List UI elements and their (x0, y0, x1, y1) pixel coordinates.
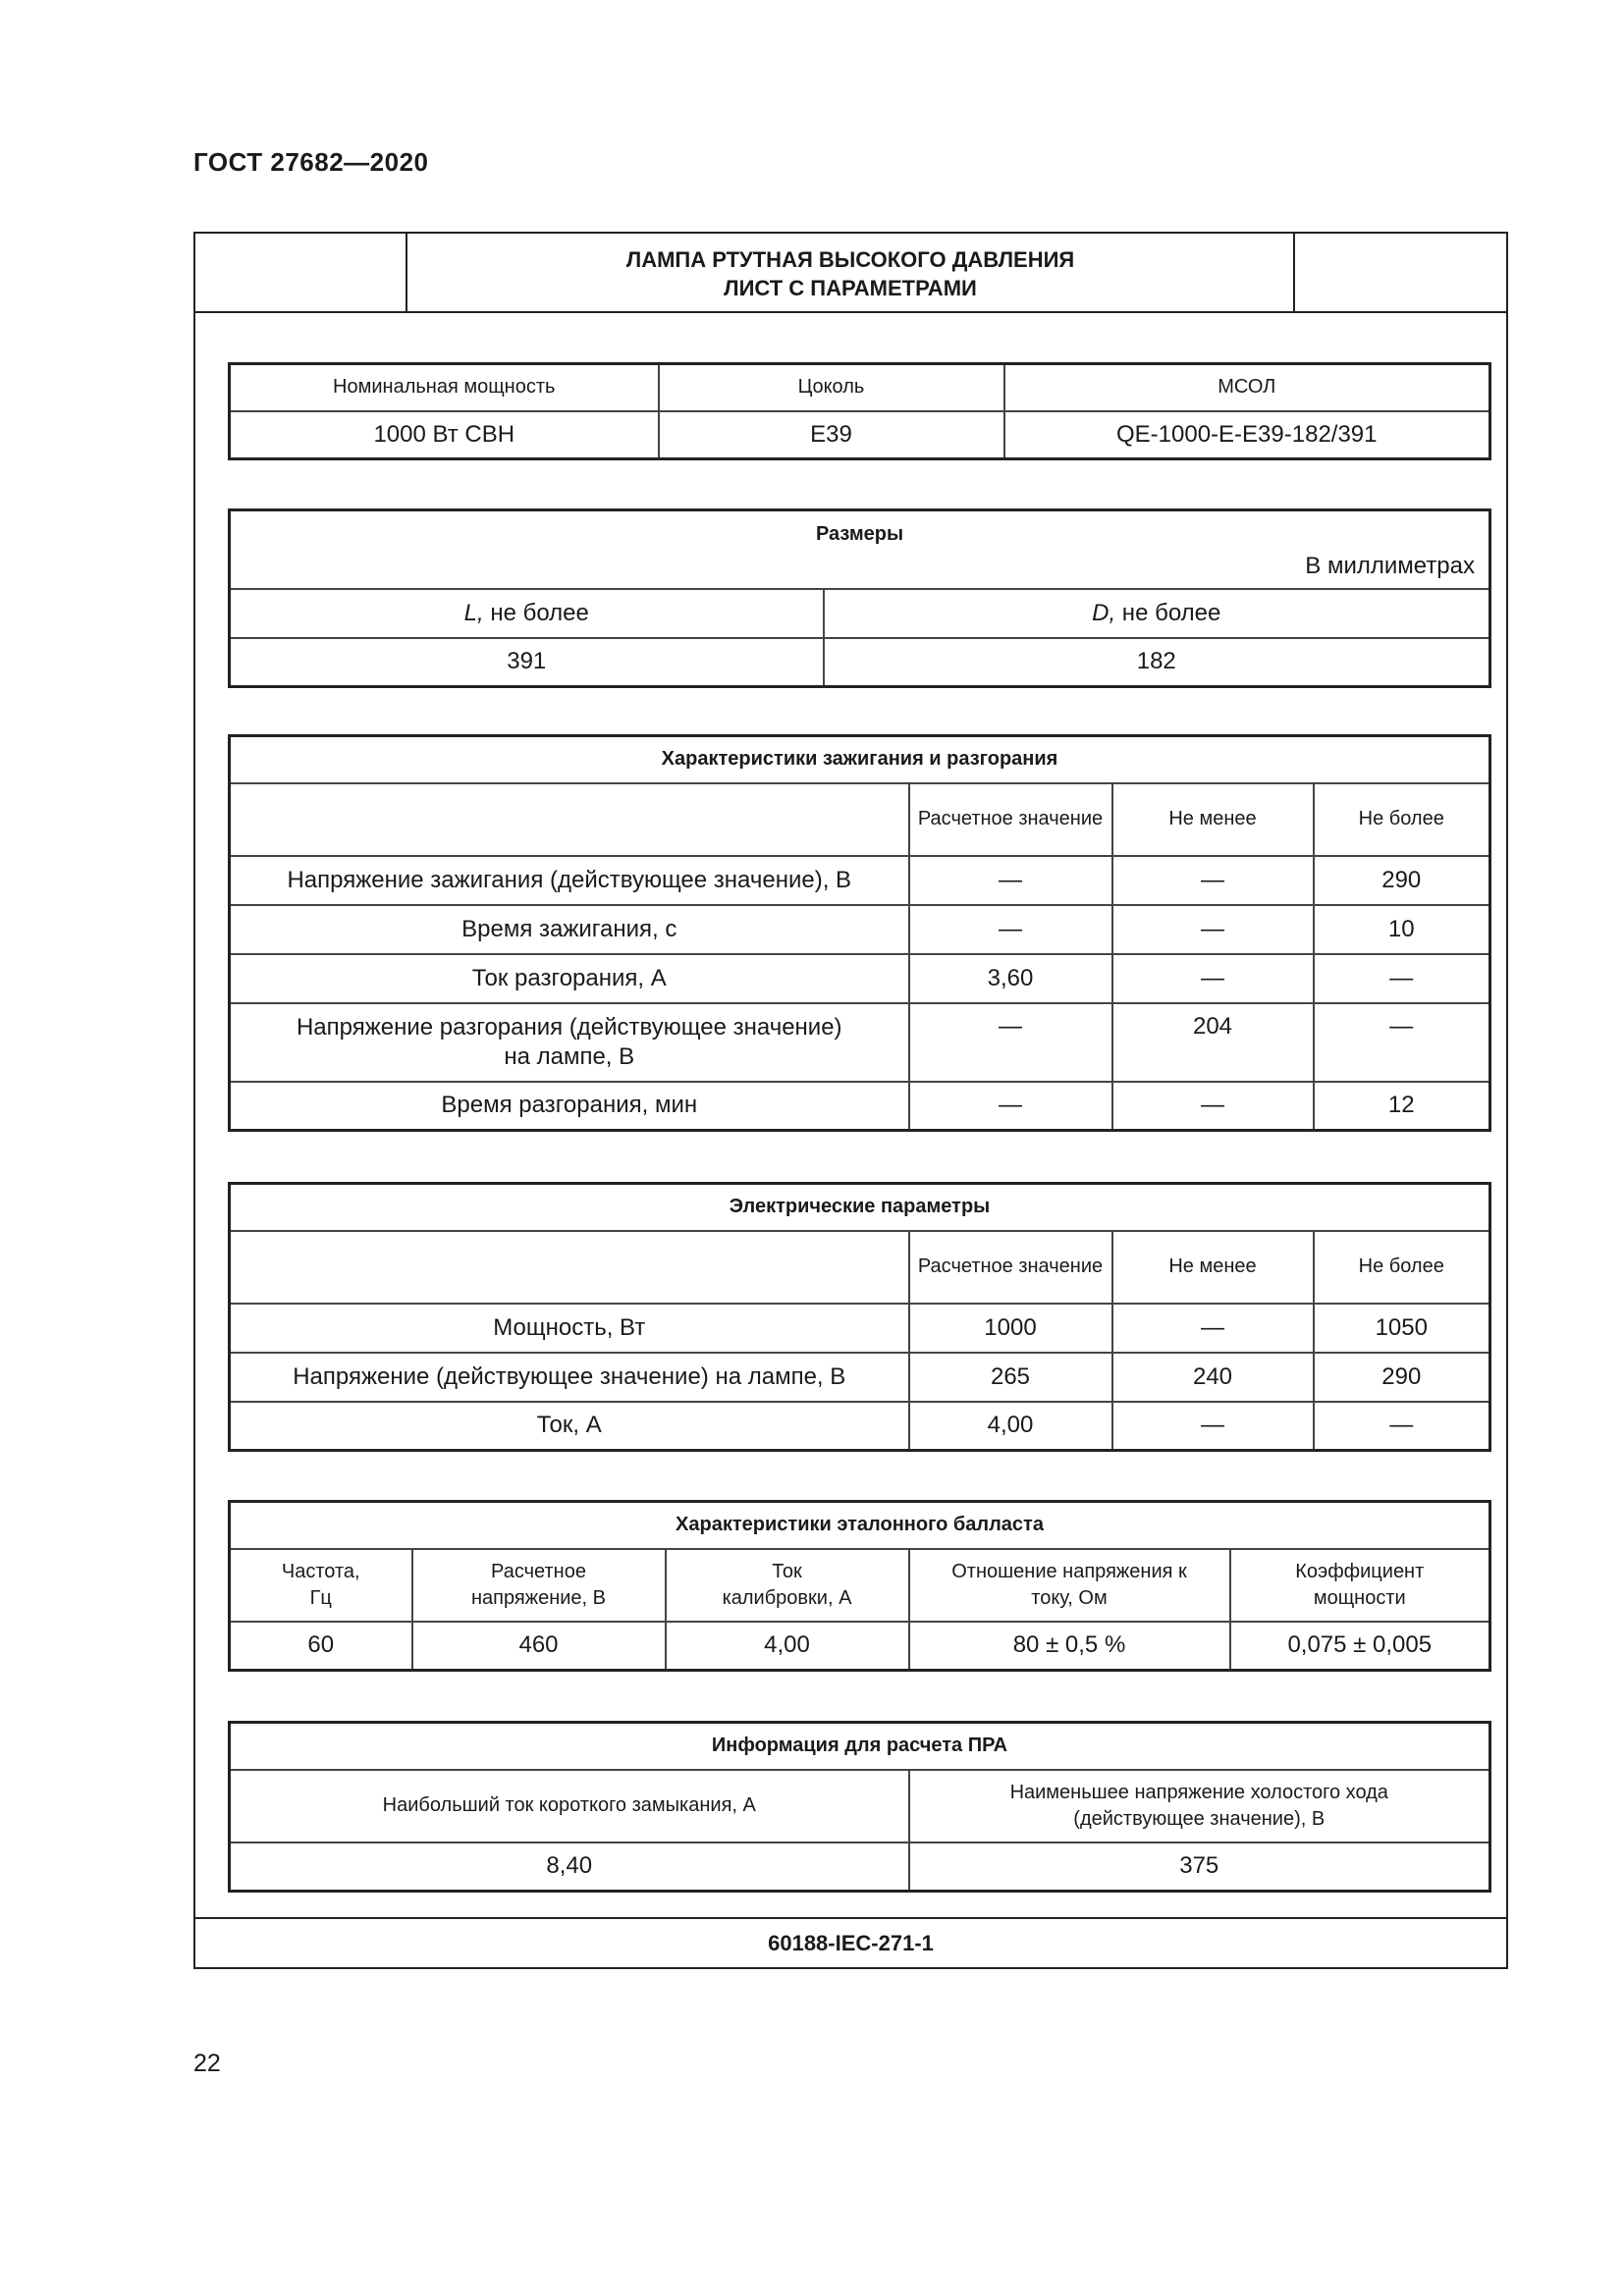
document-code: ГОСТ 27682—2020 (193, 147, 429, 177)
sheet-title-line1: ЛАМПА РТУТНАЯ ВЫСОКОГО ДАВЛЕНИЯ (625, 247, 1075, 272)
ballast-info-table (228, 1721, 1491, 1893)
ballast-table (228, 1500, 1491, 1672)
ballast-title: Характеристики эталонного балласта (230, 1502, 1490, 1549)
ballast-header-frequency (230, 1549, 412, 1622)
ignition-row-calc: 3,60 (909, 954, 1112, 1003)
electrical-row-label: Ток, А (230, 1402, 909, 1451)
ballast-header-ratio-line2: току, Ом (1031, 1586, 1108, 1609)
ballast-header-voltage (412, 1549, 666, 1622)
ignition-row-min: — (1112, 1082, 1314, 1131)
ignition-row-label: Время разгорания, мин (230, 1082, 909, 1131)
ballast-header-power-factor-line1: Коэффициент (1295, 1560, 1425, 1582)
ignition-row-max: — (1314, 954, 1490, 1003)
ballast-header-power-factor-line2: мощности (1313, 1586, 1406, 1609)
electrical-row-max: — (1314, 1402, 1490, 1451)
ignition-title: Характеристики зажигания и разгорания (230, 736, 1490, 783)
ignition-row-min: — (1112, 856, 1314, 905)
header-right-cell (1293, 234, 1506, 311)
ballast-info-header-short-circuit: Наибольший ток короткого замыкания, А (230, 1770, 909, 1842)
ignition-row-label-line1: Напряжение разгорания (действующее значение) (296, 1013, 842, 1041)
ignition-blank-header (230, 783, 909, 856)
ballast-info-header-open-circuit (909, 1770, 1490, 1842)
value-power: 1000 Вт СВН (230, 411, 659, 459)
electrical-title: Электрические параметры (230, 1184, 1490, 1231)
electrical-row-calc: 4,00 (909, 1402, 1112, 1451)
sheet-header (195, 234, 1506, 313)
ballast-info-header-open-circuit-line2: (действующее значение), В (1073, 1807, 1326, 1830)
diameter-text: не более (1115, 599, 1221, 626)
header-ilcos: МСОЛ (1004, 364, 1490, 411)
ignition-row-max: 12 (1314, 1082, 1490, 1131)
electrical-row-max: 290 (1314, 1353, 1490, 1402)
diameter-symbol: D, (1092, 599, 1116, 626)
header-left-cell (195, 234, 407, 311)
ignition-row-min: 204 (1112, 1003, 1314, 1082)
ignition-row-calc: — (909, 856, 1112, 905)
value-ilcos: QE-1000-E-E39-182/391 (1004, 411, 1490, 459)
ignition-row-calc: — (909, 1003, 1112, 1082)
electrical-row-min: — (1112, 1402, 1314, 1451)
ballast-header-power-factor (1230, 1549, 1490, 1622)
ignition-row-max: 10 (1314, 905, 1490, 954)
ballast-value-frequency: 60 (230, 1622, 412, 1671)
value-length: 391 (230, 638, 824, 687)
ignition-row-label: Напряжение зажигания (действующее значение), В (230, 856, 909, 905)
ballast-header-current-line2: калибровки, А (722, 1586, 852, 1609)
electrical-row-min: — (1112, 1304, 1314, 1353)
ignition-header-max: Не более (1314, 783, 1490, 856)
electrical-blank-header (230, 1231, 909, 1304)
ballast-header-voltage-line1: Расчетное (491, 1560, 586, 1582)
header-length (230, 589, 824, 638)
ballast-info-value-short-circuit: 8,40 (230, 1842, 909, 1892)
ignition-row-min: — (1112, 954, 1314, 1003)
electrical-header-min: Не менее (1112, 1231, 1314, 1304)
ballast-value-current: 4,00 (666, 1622, 909, 1671)
page-number: 22 (193, 2050, 221, 2077)
dimensions-title: Размеры (815, 523, 904, 545)
ballast-info-value-open-circuit: 375 (909, 1842, 1490, 1892)
ignition-row-max: 290 (1314, 856, 1490, 905)
electrical-row-calc: 1000 (909, 1304, 1112, 1353)
electrical-row-calc: 265 (909, 1353, 1112, 1402)
ballast-header-current (666, 1549, 909, 1622)
electrical-table (228, 1182, 1491, 1452)
ballast-header-frequency-line2: Гц (309, 1586, 332, 1609)
ignition-table (228, 734, 1491, 1132)
ballast-value-power-factor: 0,075 ± 0,005 (1230, 1622, 1490, 1671)
ignition-row-label: Время зажигания, с (230, 905, 909, 954)
ignition-header-calc: Расчетное значение (909, 783, 1112, 856)
unit-note: В миллиметрах (1305, 552, 1475, 579)
ballast-info-header-open-circuit-line1: Наименьшее напряжение холостого хода (1009, 1781, 1388, 1803)
electrical-row-label: Напряжение (действующее значение) на лампе, В (230, 1353, 909, 1402)
ballast-value-ratio: 80 ± 0,5 % (909, 1622, 1230, 1671)
length-symbol: L, (463, 599, 484, 626)
ballast-header-voltage-line2: напряжение, В (470, 1586, 607, 1609)
ballast-header-ratio-line1: Отношение напряжения к (951, 1560, 1187, 1582)
ignition-row-max: — (1314, 1003, 1490, 1082)
sheet-title (407, 245, 1293, 302)
header-power: Номинальная мощность (230, 364, 659, 411)
header-base: Цоколь (659, 364, 1004, 411)
ignition-row-min: — (1112, 905, 1314, 954)
value-diameter: 182 (824, 638, 1490, 687)
ignition-header-min: Не менее (1112, 783, 1314, 856)
ignition-row-calc: — (909, 905, 1112, 954)
ignition-row-label-line2: на лампе, В (504, 1042, 635, 1070)
general-table (228, 362, 1491, 460)
electrical-row-min: 240 (1112, 1353, 1314, 1402)
ballast-header-frequency-line1: Частота, (281, 1560, 360, 1582)
ignition-row-label (230, 1003, 909, 1082)
ballast-header-current-line1: Ток (772, 1560, 802, 1582)
electrical-row-label: Мощность, Вт (230, 1304, 909, 1353)
dimensions-title-cell (230, 510, 1490, 589)
value-base: E39 (659, 411, 1004, 459)
length-text: не более (483, 599, 589, 626)
dimensions-table (228, 508, 1491, 688)
sheet-footer-code: 60188-IEC-271-1 (195, 1917, 1506, 1967)
ballast-header-ratio (909, 1549, 1230, 1622)
ballast-value-voltage: 460 (412, 1622, 666, 1671)
electrical-header-calc: Расчетное значение (909, 1231, 1112, 1304)
electrical-row-max: 1050 (1314, 1304, 1490, 1353)
ballast-info-title: Информация для расчета ПРА (230, 1723, 1490, 1770)
header-diameter (824, 589, 1490, 638)
electrical-header-max: Не более (1314, 1231, 1490, 1304)
ignition-row-label: Ток разгорания, А (230, 954, 909, 1003)
ignition-row-calc: — (909, 1082, 1112, 1131)
sheet-title-line2: ЛИСТ С ПАРАМЕТРАМИ (724, 276, 977, 300)
